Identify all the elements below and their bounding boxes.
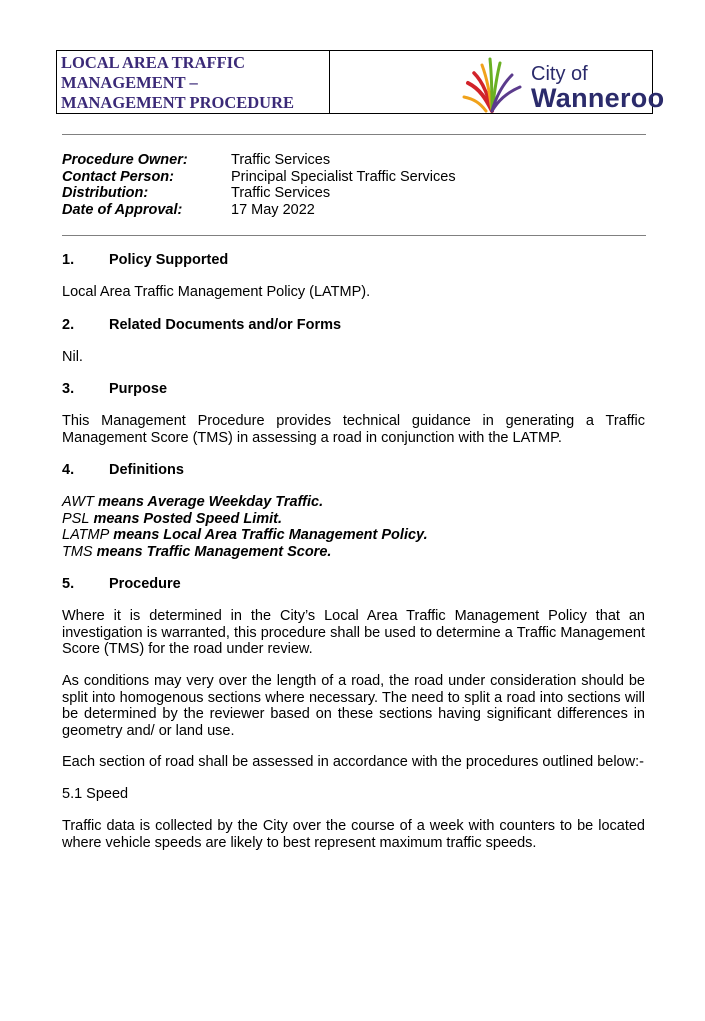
definition-text: means Posted Speed Limit. xyxy=(89,510,282,527)
section-title: Related Documents and/or Forms xyxy=(109,317,342,333)
city-of-wanneroo-logo-icon xyxy=(462,53,526,113)
meta-value: Principal Specialist Traffic Services xyxy=(231,168,456,185)
title-line-1: LOCAL AREA TRAFFIC xyxy=(61,53,245,72)
procedure-paragraph-3: Each section of road shall be assessed in accordance with the procedures outlined below:- xyxy=(62,754,644,770)
section-body-purpose: This Management Procedure provides technical guidance in generating a Traffic Management Score (TMS) in assessing a road in conjunction with the LATMP. xyxy=(62,413,645,446)
definition-psl xyxy=(62,511,645,528)
section-number: 5. xyxy=(62,576,75,592)
meta-value: Traffic Services xyxy=(231,152,331,168)
section-number: 1. xyxy=(62,252,75,268)
section-title: Purpose xyxy=(109,381,168,397)
definition-term: PSL xyxy=(62,510,90,527)
title-line-2: MANAGEMENT – xyxy=(61,73,198,92)
logo-text-city-of: City of xyxy=(531,63,588,85)
definition-text: means Traffic Management Score. xyxy=(92,543,332,560)
definition-awt xyxy=(62,494,645,511)
document-title xyxy=(57,51,330,113)
procedure-paragraph-1: Where it is determined in the City’s Local Area Traffic Management Policy that an investigation is warranted, this procedure shall be used to determine a Traffic Management Score (TMS) for the road under review. xyxy=(62,608,645,657)
meta-row-date xyxy=(62,202,456,219)
definition-term: LATMP xyxy=(62,527,110,543)
meta-label: Distribution: xyxy=(62,185,149,201)
section-title: Definitions xyxy=(109,462,184,478)
city-logo xyxy=(330,51,665,113)
definition-latmp xyxy=(62,527,645,544)
section-number: 2. xyxy=(62,317,75,333)
meta-label: Procedure Owner: xyxy=(62,152,188,168)
section-body-related-documents: Nil. xyxy=(62,349,83,365)
section-number: 3. xyxy=(62,381,75,397)
meta-value: 17 May 2022 xyxy=(231,201,315,218)
meta-label: Date of Approval: xyxy=(62,201,183,218)
meta-row-distribution xyxy=(62,185,456,202)
divider-top xyxy=(62,134,646,135)
title-line-3: MANAGEMENT PROCEDURE xyxy=(61,93,294,112)
procedure-meta xyxy=(62,152,456,218)
procedure-paragraph-2: As conditions may very over the length of a road, the road under consideration should be split into homogenous sections where necessary. The need to split a road into sections will be determined by the reviewer based on these sections having significant differences in geometry and/ or land use. xyxy=(62,673,645,739)
section-number: 4. xyxy=(62,462,75,478)
section-title: Policy Supported xyxy=(109,252,229,268)
meta-label: Contact Person: xyxy=(62,168,174,185)
section-heading-definitions xyxy=(62,462,184,478)
meta-row-contact xyxy=(62,169,456,186)
procedure-paragraph-4: Traffic data is collected by the City over the course of a week with counters to be located where vehicle speeds are likely to best represent maximum traffic speeds. xyxy=(62,818,645,851)
section-heading-policy-supported xyxy=(62,252,228,268)
section-heading-related-documents xyxy=(62,317,341,333)
definition-term: TMS xyxy=(62,543,93,560)
section-title: Procedure xyxy=(109,576,181,592)
document-header xyxy=(56,50,665,114)
meta-row-owner xyxy=(62,152,456,169)
definition-text: means Local Area Traffic Management Policy. xyxy=(109,527,428,543)
definitions-list xyxy=(62,494,645,560)
section-body-policy-supported: Local Area Traffic Management Policy (LATMP). xyxy=(62,284,371,300)
section-heading-purpose xyxy=(62,381,167,397)
meta-value: Traffic Services xyxy=(231,185,331,201)
logo-text-wanneroo: Wanneroo xyxy=(531,83,665,113)
section-heading-procedure xyxy=(62,576,181,592)
definition-term: AWT xyxy=(62,494,94,510)
definition-text: means Average Weekday Traffic. xyxy=(93,494,324,510)
divider-meta xyxy=(62,235,646,236)
definition-tms xyxy=(62,544,645,561)
subsection-speed-title: 5.1 Speed xyxy=(62,786,129,802)
